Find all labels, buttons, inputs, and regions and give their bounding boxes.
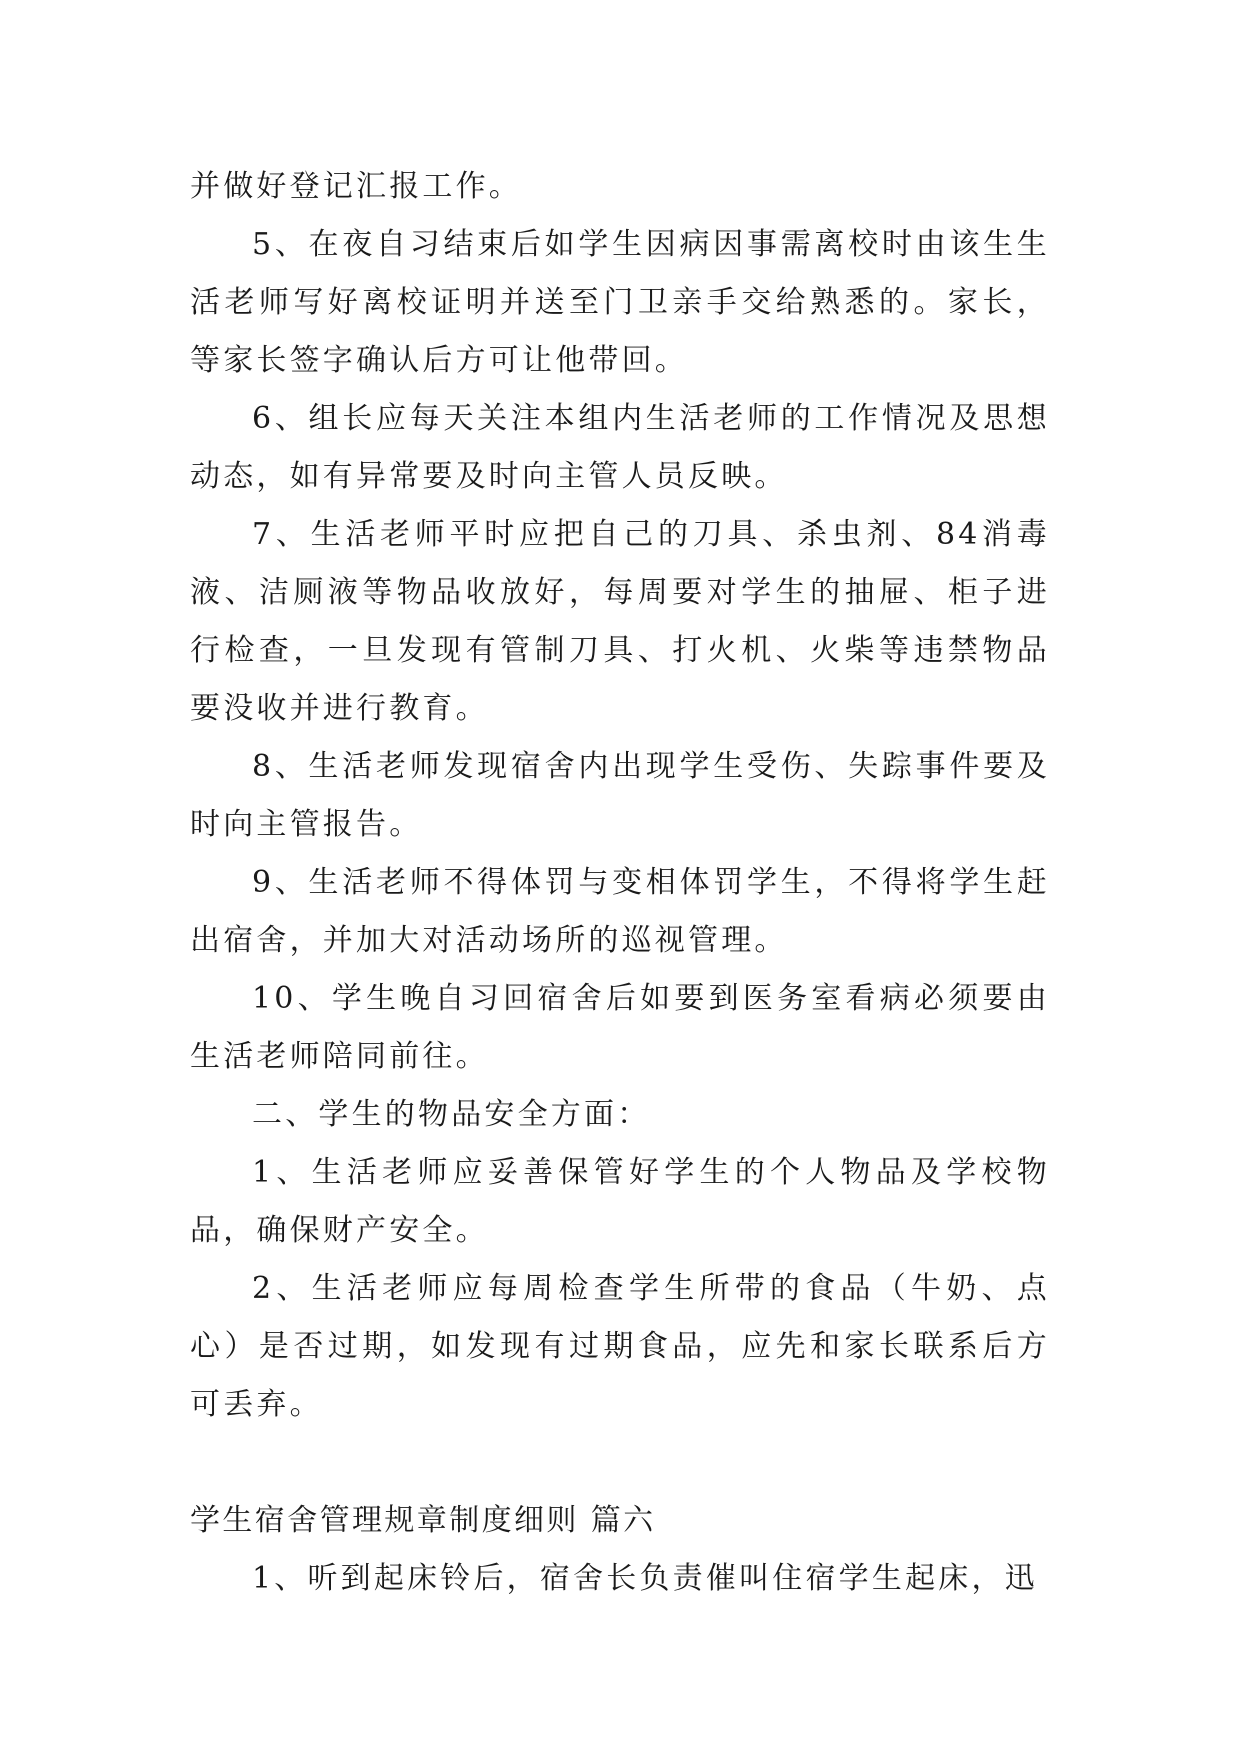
subsection-heading: 二、学生的物品安全方面： bbox=[252, 1097, 651, 1132]
section-title: 学生宿舍管理规章制度细则 篇六 bbox=[190, 1503, 656, 1538]
section-first-paragraph: 1、听到起床铃后，宿舍长负责催叫住宿学生起床，迅 bbox=[252, 1561, 1038, 1596]
paragraph-property-item-1: 1、生活老师应妥善保管好学生的个人物品及学校物品，确保财产安全。 bbox=[190, 1155, 1050, 1248]
section-spacer bbox=[190, 1434, 1050, 1492]
paragraph-item-8: 8、生活老师发现宿舍内出现学生受伤、失踪事件要及时向主管报告。 bbox=[190, 749, 1050, 842]
paragraph-item-9: 9、生活老师不得体罚与变相体罚学生，不得将学生赶出宿舍，并加大对活动场所的巡视管理。 bbox=[190, 865, 1050, 958]
paragraph-item-7: 7、生活老师平时应把自己的刀具、杀虫剂、84消毒液、洁厕液等物品收放好，每周要对学生的抽屉、柜子进行检查，一旦发现有管制刀具、打火机、火柴等违禁物品要没收并进行教育。 bbox=[190, 517, 1050, 726]
paragraph-property-item-2: 2、生活老师应每周检查学生所带的食品（牛奶、点心）是否过期，如发现有过期食品，应先和家长联系后方可丢弃。 bbox=[190, 1271, 1050, 1422]
paragraph-item-10: 10、学生晚自习回宿舍后如要到医务室看病必须要由生活老师陪同前往。 bbox=[190, 981, 1050, 1074]
paragraph-continuation: 并做好登记汇报工作。 bbox=[190, 169, 522, 204]
document-body bbox=[190, 158, 1050, 1608]
paragraph-item-6: 6、组长应每天关注本组内生活老师的工作情况及思想动态，如有异常要及时向主管人员反映。 bbox=[190, 401, 1050, 494]
paragraph-item-5: 5、在夜自习结束后如学生因病因事需离校时由该生生活老师写好离校证明并送至门卫亲手交给熟悉的。家长，等家长签字确认后方可让他带回。 bbox=[190, 227, 1050, 378]
